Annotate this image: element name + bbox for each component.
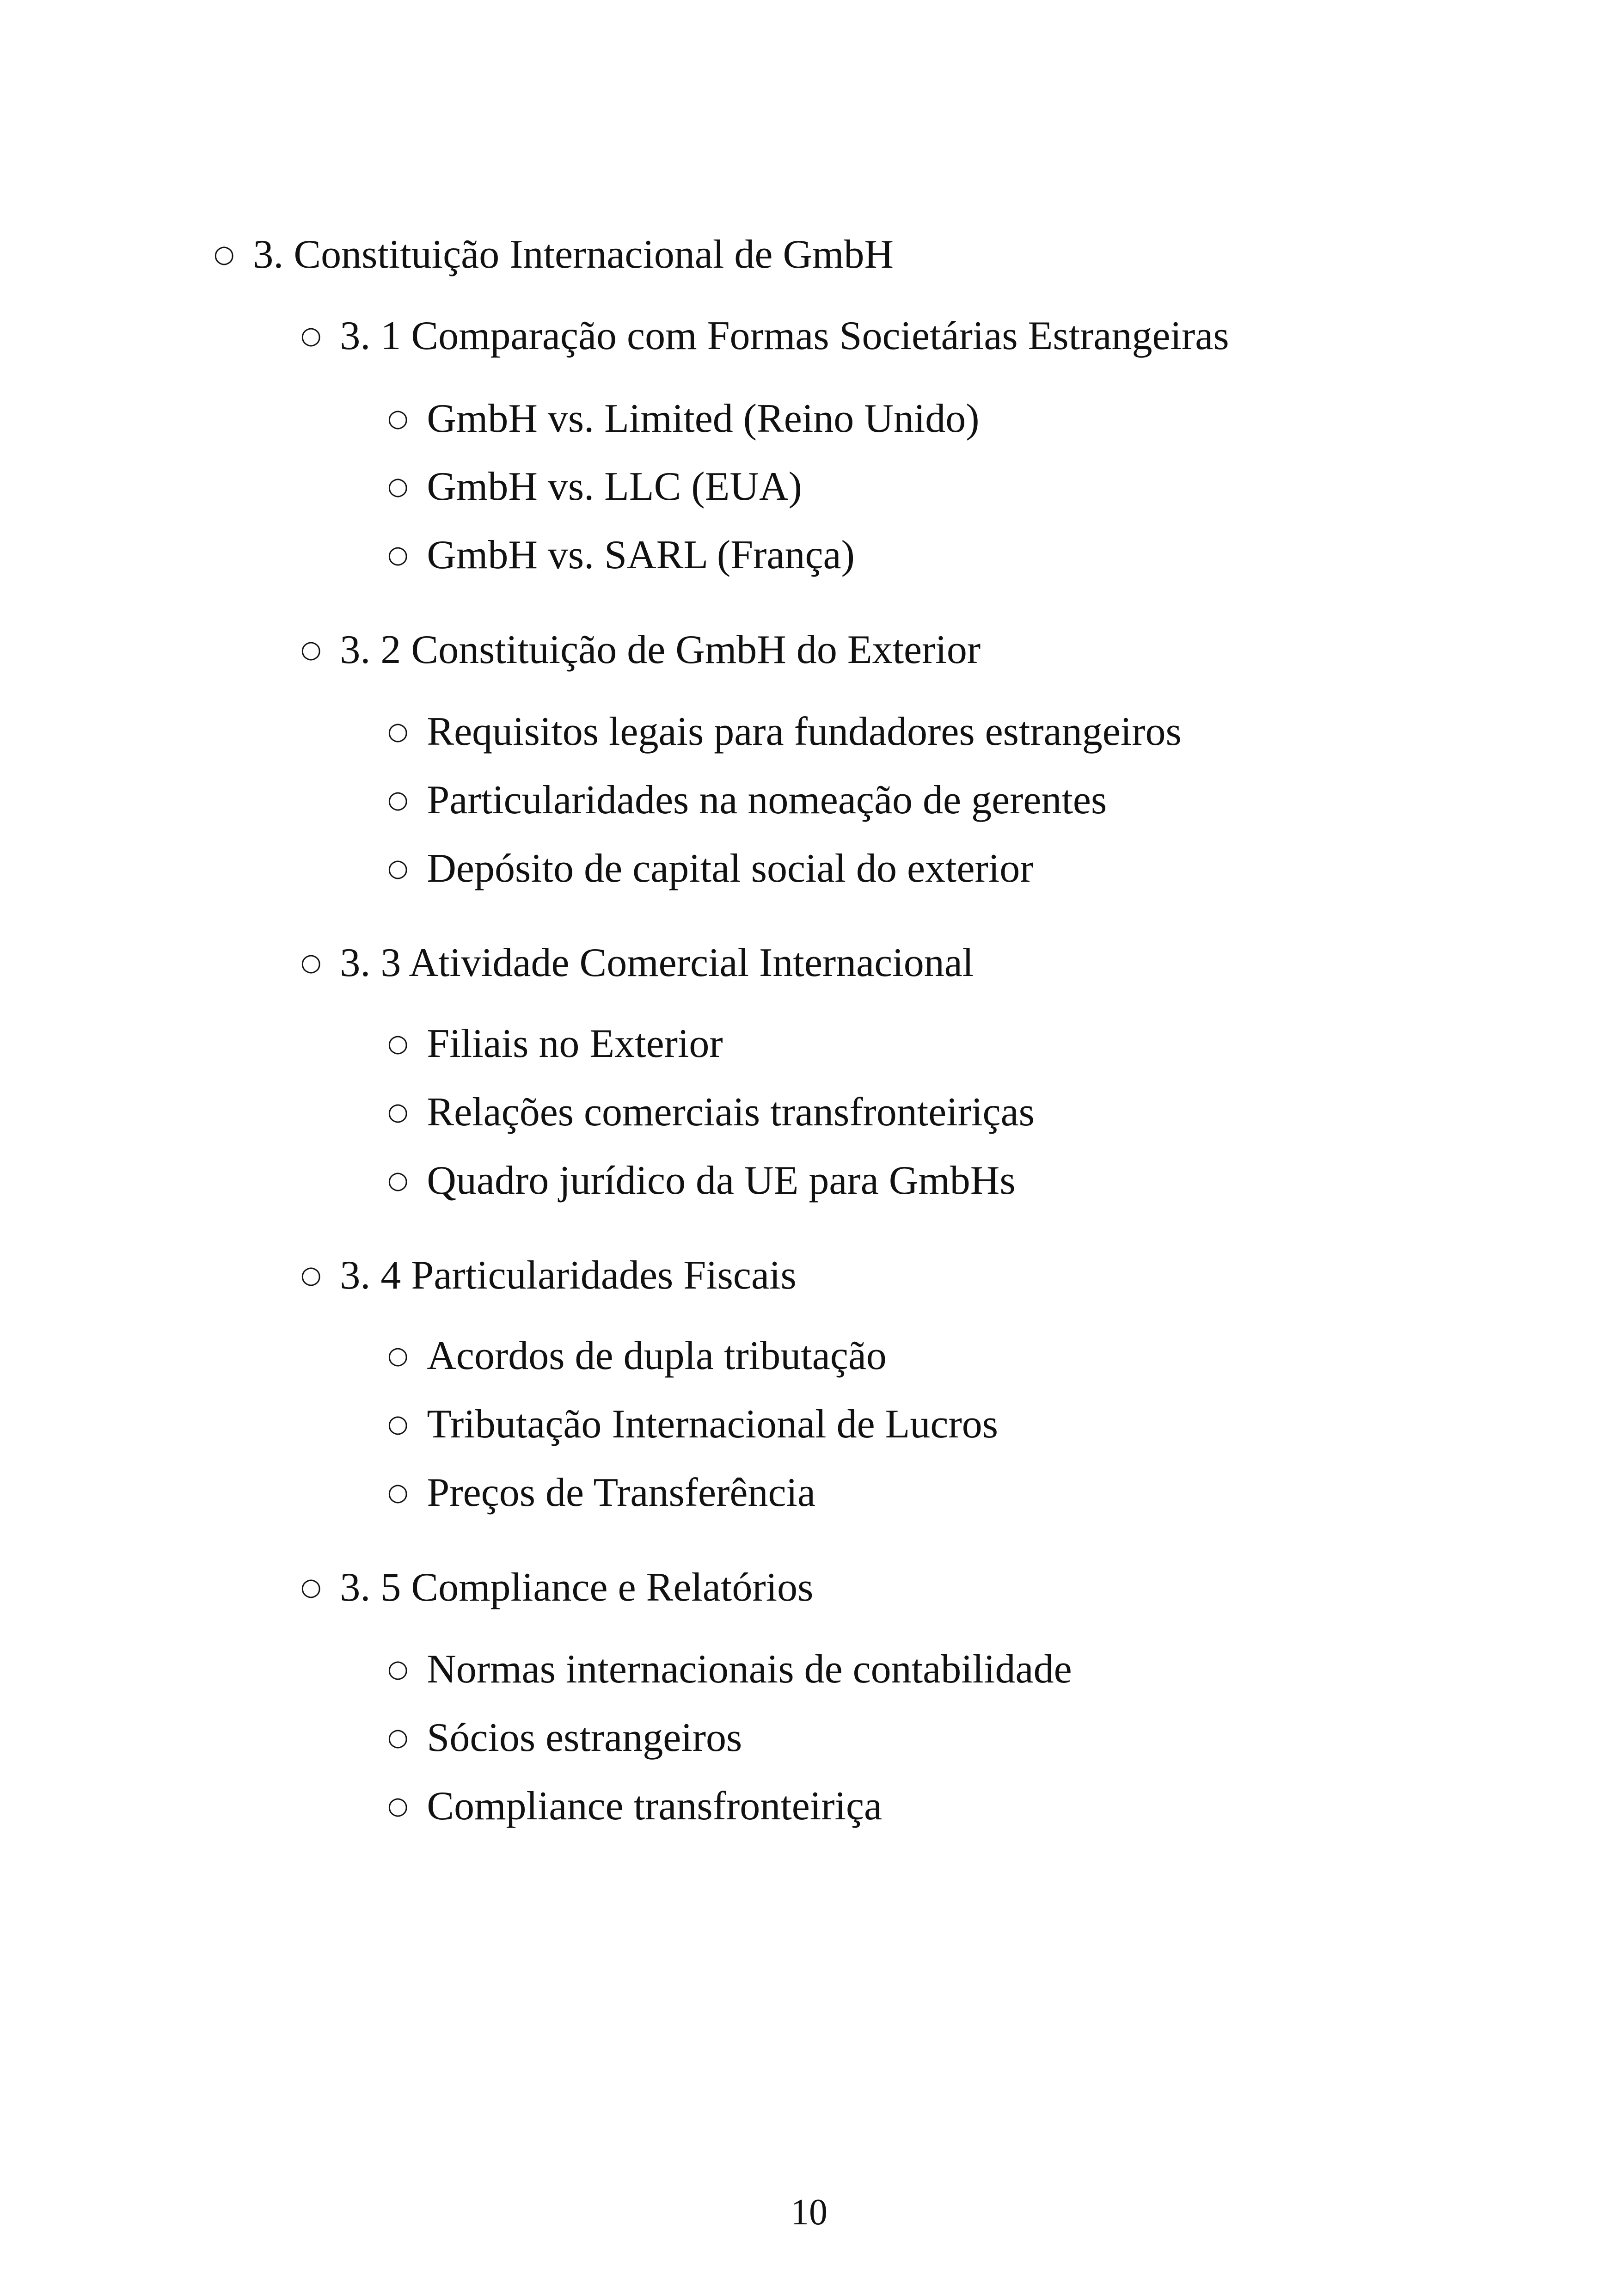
section-title: 3. 2 Constituição de GmbH do Exterior xyxy=(340,627,981,672)
section-heading xyxy=(300,1564,813,1610)
circle-bullet-icon: ○ xyxy=(387,473,409,500)
list-item-text: Sócios estrangeiros xyxy=(427,1715,742,1760)
section-heading xyxy=(300,939,974,986)
list-item xyxy=(387,1783,882,1829)
list-item xyxy=(387,1646,1072,1692)
circle-bullet-icon: ○ xyxy=(387,1410,409,1438)
list-item xyxy=(387,1714,742,1761)
list-item-text: GmbH vs. SARL (França) xyxy=(427,533,855,577)
circle-bullet-icon: ○ xyxy=(387,1098,409,1126)
list-item xyxy=(387,395,980,442)
list-item xyxy=(387,1469,815,1516)
list-item-text: Normas internacionais de contabilidade xyxy=(427,1647,1072,1692)
list-item-text: GmbH vs. LLC (EUA) xyxy=(427,464,802,509)
circle-bullet-icon: ○ xyxy=(387,1792,409,1820)
circle-bullet-icon: ○ xyxy=(300,322,322,350)
circle-bullet-icon: ○ xyxy=(387,1030,409,1057)
circle-bullet-icon: ○ xyxy=(387,541,409,569)
circle-bullet-icon: ○ xyxy=(387,1166,409,1194)
section-title: 3. 4 Particularidades Fiscais xyxy=(340,1253,797,1298)
section-heading xyxy=(300,1252,797,1298)
list-item-text: Preços de Transferência xyxy=(427,1470,816,1515)
list-item-text: Filiais no Exterior xyxy=(427,1021,723,1066)
circle-bullet-icon: ○ xyxy=(387,1342,409,1369)
list-item-text: Depósito de capital social do exterior xyxy=(427,846,1034,891)
list-item-text: Compliance transfronteiriça xyxy=(427,1784,883,1829)
list-item xyxy=(387,845,1034,891)
list-item-text: Requisitos legais para fundadores estrangeiros xyxy=(427,709,1182,754)
list-item xyxy=(387,463,802,510)
section-title: 3. 1 Comparação com Formas Societárias Estrangeiras xyxy=(340,313,1229,358)
list-item-text: Tributação Internacional de Lucros xyxy=(427,1402,999,1447)
list-item-text: Acordos de dupla tributação xyxy=(427,1333,887,1378)
chapter-heading xyxy=(214,231,894,277)
circle-bullet-icon: ○ xyxy=(214,240,235,268)
list-item xyxy=(387,708,1182,755)
list-item xyxy=(387,777,1107,823)
section-heading xyxy=(300,313,1229,359)
circle-bullet-icon: ○ xyxy=(300,636,322,663)
list-item-text: GmbH vs. Limited (Reino Unido) xyxy=(427,396,980,441)
list-item xyxy=(387,1401,998,1447)
circle-bullet-icon: ○ xyxy=(387,405,409,432)
section-heading xyxy=(300,626,981,673)
list-item xyxy=(387,1020,723,1067)
section-title: 3. 5 Compliance e Relatórios xyxy=(340,1565,814,1610)
list-item-text: Particularidades na nomeação de gerentes xyxy=(427,778,1107,823)
chapter-title: 3. Constituição Internacional de GmbH xyxy=(253,232,894,277)
list-item xyxy=(387,1157,1016,1203)
circle-bullet-icon: ○ xyxy=(387,1655,409,1683)
circle-bullet-icon: ○ xyxy=(387,718,409,745)
list-item xyxy=(387,1089,1035,1135)
page-number: 10 xyxy=(791,2192,827,2233)
circle-bullet-icon: ○ xyxy=(387,854,409,882)
circle-bullet-icon: ○ xyxy=(387,1479,409,1506)
list-item-text: Quadro jurídico da UE para GmbHs xyxy=(427,1158,1016,1203)
list-item-text: Relações comerciais transfronteiriças xyxy=(427,1090,1035,1135)
circle-bullet-icon: ○ xyxy=(387,1724,409,1751)
circle-bullet-icon: ○ xyxy=(300,949,322,976)
circle-bullet-icon: ○ xyxy=(387,786,409,814)
circle-bullet-icon: ○ xyxy=(300,1261,322,1289)
section-title: 3. 3 Atividade Comercial Internacional xyxy=(340,940,974,985)
circle-bullet-icon: ○ xyxy=(300,1573,322,1601)
list-item xyxy=(387,1332,887,1379)
list-item xyxy=(387,532,855,578)
